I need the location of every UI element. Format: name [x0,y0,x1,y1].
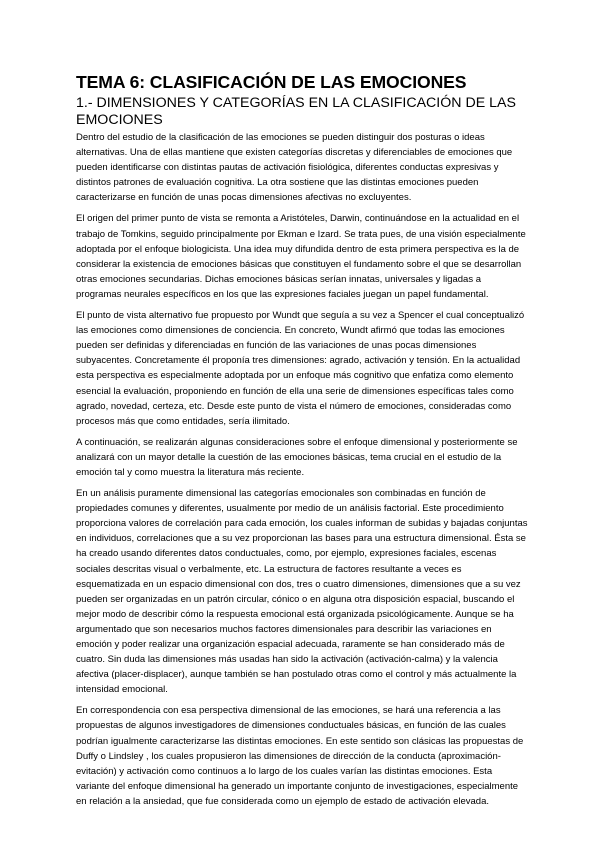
document-body [76,70,528,815]
paragraph: En un análisis puramente dimensional las categorías emocionales son combinadas en función de propiedades comunes y diferentes, usualmente por medio de un análisis factorial. Este procedimiento proporciona valores de correlación para cada emoción, los cuales informan de subidas y bajadas conjuntas en individuos, correlaciones que a su vez proporcionan las bases para una estructura dimensional. Ésta se ha creado usando diferentes datos conductuales, como, por ejemplo, expresiones faciales, escenas sociales descritas visual o verbalmente, etc. La estructura de factores resultante a veces es esquematizada en un espacio dimensional con dos, tres o cuatro dimensiones, dimensiones que a su vez pueden ser organizadas en un patrón circular, cónico o en alguna otra disposición espacial, buscando el mejor modo de describir cómo la respuesta emocional está organizada psicológicamente. Aunque se ha argumentado que son necesarios muchos factores dimensionales para describir las variaciones en emoción y poder realizar una organización espacial adecuada, raramente se han considerado más de cuatro. Sin duda las dimensiones más usadas han sido la activación (activación-calma) y la valencia afectiva (placer-displacer), aunque también se han postulado otras como el control y más actualmente la intensidad emocional. [76,488,528,696]
document-title: TEMA 6: CLASIFICACIÓN DE LAS EMOCIONES [76,72,467,92]
paragraph: El origen del primer punto de vista se remonta a Aristóteles, Darwin, continuándose en la actualidad en el trabajo de Tomkins, seguido principalmente por Ekman e Izard. Se trata pues, de una visión especialmente adoptada por el enfoque biologicista. Una idea muy difundida dentro de esta primera perspectiva es la de considerar la existencia de emociones básicas que constituyen el fundamento sobre el que se desarrollan otras emociones secundarias. Dichas emociones básicas serían innatas, universales y ligadas a programas neurales específicos en los que las expresiones faciales juegan un papel fundamental. [76,213,526,300]
paragraph: A continuación, se realizarán algunas consideraciones sobre el enfoque dimensional y posteriormente se analizará con un mayor detalle la cuestión de las emociones básicas, tema crucial en el estudio de la emoción tal y como muestra la literatura más reciente. [76,436,518,478]
paragraph: En correspondencia con esa perspectiva dimensional de las emociones, se hará una referencia a las propuestas de algunos investigadores de dimensiones conductuales básicas, en función de las cuales podrían igualmente caracterizarse las distintas emociones. En este sentido son clásicas las propuestas de Duffy o Lindsley , los cuales propusieron las dimensiones de dirección de la conducta (aproximación-evitación) y activación como continuos a lo largo de los cuales varían las distintas emociones. Esta variante del enfoque dimensional ha generado un importante conjunto de investigaciones, especialmente en relación a la ansiedad, que fue considerada como un ejemplo de estado de activación elevada. [76,705,524,807]
paragraph: Dentro del estudio de la clasificación de las emociones se pueden distinguir dos posturas o ideas alternativas. Una de ellas mantiene que existen categorías discretas y diferenciables de emociones que pueden identificarse con distintas pautas de activación fisiológica, diferentes conductas expresivas y distintos patrones de evaluación cognitiva. La otra sostiene que las distintas emociones pueden caracterizarse en función de unas pocas dimensiones afectivas no excluyentes. [76,132,513,204]
section-heading: 1.- DIMENSIONES Y CATEGORÍAS EN LA CLASIFICACIÓN DE LAS EMOCIONES [76,95,516,128]
paragraph: El punto de vista alternativo fue propuesto por Wundt que seguía a su vez a Spencer el cual conceptualizó las emociones como dimensiones de conciencia. En concreto, Wundt afirmó que todas las emociones pueden ser definidas y diferenciadas en función de las variaciones de unas pocas dimensiones subyacentes. Concretamente él proponía tres dimensiones: agrado, activación y tensión. En la actualidad esta perspectiva es especialmente adoptada por un enfoque más cognitivo que enfatiza como elemento esencial la evaluación, proponiendo en función de ella una serie de dimensiones específicas tales como agrado, novedad, certeza, etc. Desde este punto de vista el número de emociones, consideradas como procesos más que como entidades, sería ilimitado. [76,310,525,427]
